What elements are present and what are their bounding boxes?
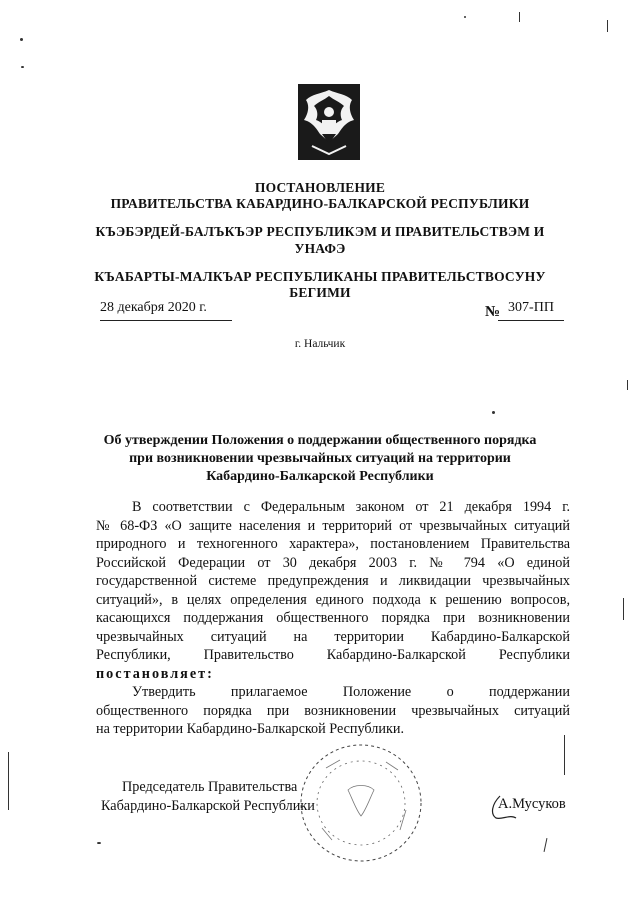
scan-mark [544, 838, 548, 852]
resolves-word: постановляет: [96, 665, 214, 682]
scan-mark [623, 598, 624, 620]
issuer-kbd-line1: КЪЭБЭРДЕЙ-БАЛЪКЪЭР РЕСПУБЛИКЭМ И ПРАВИТЕЛЬСТВЭМ И [95, 224, 545, 239]
document-type: ПОСТАНОВЛЕНИЕ [254, 180, 386, 195]
document-title [0, 432, 640, 486]
issuer-kbd-line2: УНАФЭ [294, 241, 346, 256]
coat-of-arms-icon [298, 84, 360, 160]
signatory-name: А.Мусуков [498, 796, 566, 812]
scan-mark [607, 20, 608, 32]
signatory-position-line2: Кабардино-Балкарской Республики [101, 798, 315, 814]
body-line: общественного порядка при возникновении чрезвычайных ситуаций [96, 702, 570, 719]
body-line: В соответствии с Федеральным законом от 21 декабря 1994 г. [132, 499, 570, 515]
date-field [100, 300, 232, 321]
scan-mark [8, 752, 9, 810]
scan-mark [519, 12, 520, 22]
issuer-ru: ПРАВИТЕЛЬСТВА КАБАРДИНО-БАЛКАРСКОЙ РЕСПУБЛИКИ [110, 196, 530, 211]
document-date: 28 декабря 2020 г. [100, 300, 207, 315]
body-line: Республики, Правительство Кабардино-Балкарской Республики [96, 647, 570, 663]
body-line: природного и техногенного характера», постановлением Правительства [96, 536, 570, 552]
number-field [498, 300, 564, 321]
scan-mark [564, 735, 565, 775]
title-line: при возникновении чрезвычайных ситуаций на территории [129, 451, 511, 466]
body-line: Российской Федерации от 30 декабря 2003 г. № 794 «О единой [96, 554, 570, 571]
scan-speck [21, 66, 24, 68]
scan-speck [97, 842, 101, 844]
preamble-paragraph [96, 498, 570, 739]
body-line: № 68-ФЗ «О защите населения и территорий от чрезвычайных ситуаций [96, 517, 570, 534]
issuer-krc-line1: КЪАБАРТЫ-МАЛКЪАР РЕСПУБЛИКАНЫ ПРАВИТЕЛЬСТВОСУНУ [94, 269, 546, 284]
document-number: 307-ПП [508, 300, 554, 315]
official-seal-icon [296, 740, 426, 866]
body-line: касающихся поддержания общественного порядка при возникновении [96, 610, 570, 626]
scan-mark [627, 380, 628, 390]
signatory-position-line1: Председатель Правительства [122, 779, 298, 795]
body-line: чрезвычайных ситуаций на территории Кабардино-Балкарской [96, 628, 570, 645]
city: г. Нальчик [294, 338, 346, 350]
number-sign: № [485, 304, 501, 320]
title-line: Об утверждении Положения о поддержании общественного порядка [103, 433, 537, 448]
body-line: на территории Кабардино-Балкарской Республики. [96, 721, 405, 737]
body-line: Утвердить прилагаемое Положение о поддержании [132, 684, 570, 700]
scan-speck [464, 16, 466, 18]
title-line: Кабардино-Балкарской Республики [206, 469, 434, 484]
scan-speck [492, 411, 495, 414]
body-line: государственной системе предупреждения и ликвидации чрезвычайных [96, 573, 570, 589]
scan-speck [20, 38, 23, 41]
issuer-krc-line2: БЕГИМИ [289, 285, 351, 300]
signature-stroke [486, 790, 526, 830]
body-line: ситуаций», в целях определения единого подхода к решению вопросов, [96, 591, 570, 608]
